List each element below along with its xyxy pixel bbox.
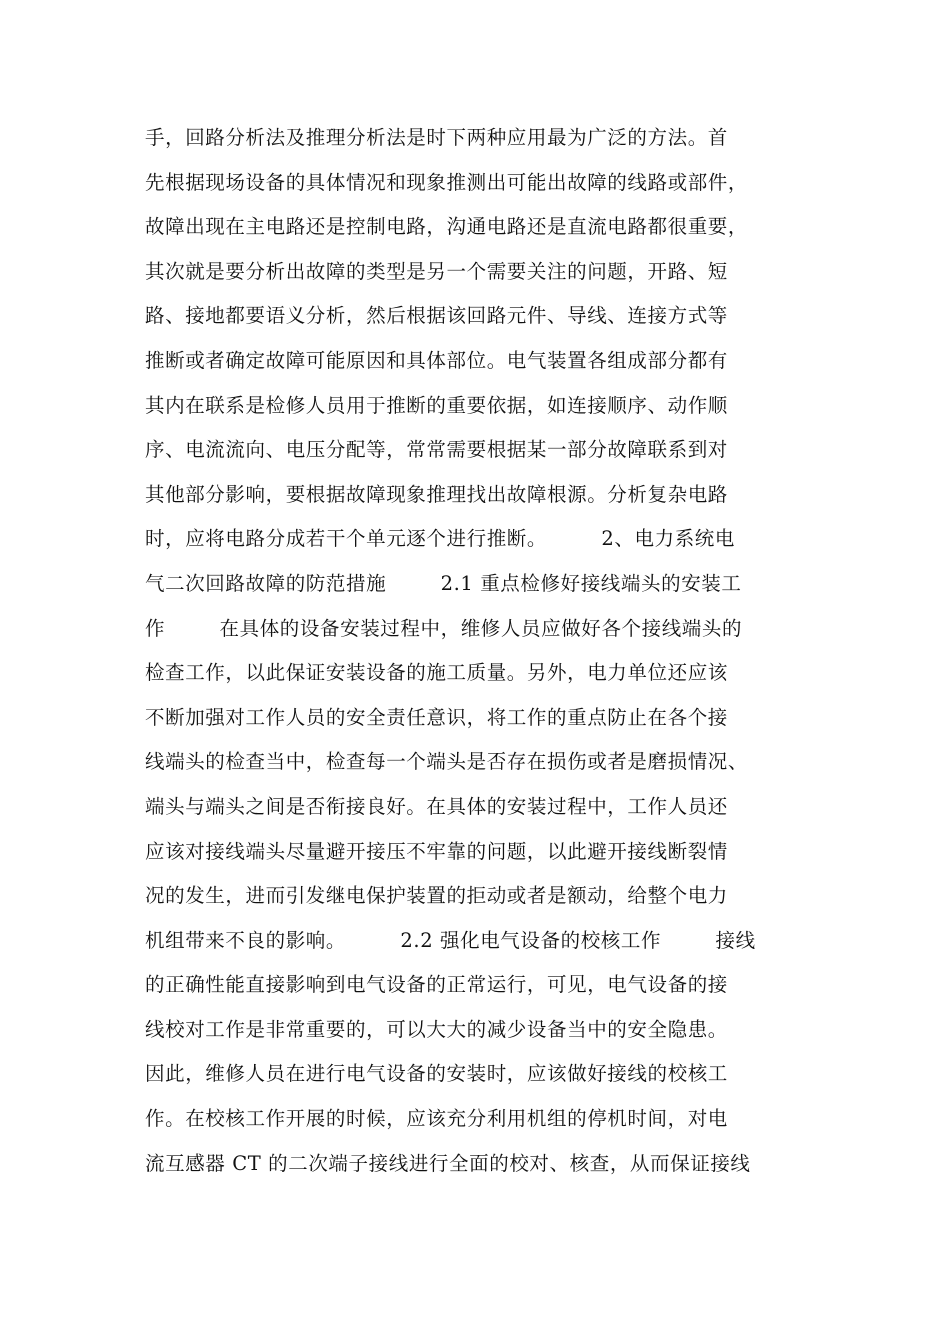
text-line: 线校对工作是非常重要的，可以大大的减少设备当中的安全隐患。	[145, 1017, 728, 1041]
text-line: 因此，维修人员在进行电气设备的安装时，应该做好接线的校核工	[145, 1062, 728, 1086]
text-line: 端头与端头之间是否衔接良好。在具体的安装过程中，工作人员还	[145, 794, 728, 818]
text-line: 况的发生，进而引发继电保护装置的拒动或者是额动，给整个电力	[145, 884, 728, 908]
text-line: 路、接地都要语义分析，然后根据该回路元件、导线、连接方式等	[145, 304, 728, 328]
text-line: 应该对接线端头尽量避开接压不牢靠的问题，以此避开接线断裂情	[145, 839, 728, 863]
text-line: 推断或者确定故障可能原因和具体部位。电气装置各组成部分都有	[145, 348, 728, 372]
text-line: 线端头的检查当中，检查每一个端头是否存在损伤或者是磨损情况、	[145, 750, 749, 774]
text-line: 手，回路分析法及推理分析法是时下两种应用最为广泛的方法。首	[145, 126, 728, 149]
text-line: 其他部分影响，要根据故障现象推理找出故障根源。分析复杂电路	[145, 482, 728, 506]
text-line: 不断加强对工作人员的安全责任意识，将工作的重点防止在各个接	[145, 705, 728, 729]
text-line: 先根据现场设备的具体情况和现象推测出可能出故障的线路或部件，	[145, 170, 749, 194]
text-line: 机组带来不良的影响。 2.2 强化电气设备的校核工作 接线	[145, 928, 756, 952]
text-line: 序、电流流向、电压分配等，常常需要根据某一部分故障联系到对	[145, 438, 728, 462]
text-line: 故障出现在主电路还是控制电路，沟通电路还是直流电路都很重要，	[145, 215, 749, 239]
text-line: 其次就是要分析出故障的类型是另一个需要关注的问题，开路、短	[145, 259, 728, 283]
text-line: 时，应将电路分成若干个单元逐个进行推断。 2、电力系统电	[145, 527, 735, 551]
body-text	[145, 116, 825, 1186]
text-line: 检查工作，以此保证安装设备的施工质量。另外，电力单位还应该	[145, 661, 728, 685]
text-line: 气二次回路故障的防范措施 2.1 重点检修好接线端头的安装工	[145, 571, 742, 595]
text-line: 作。在校核工作开展的时候，应该充分利用机组的停机时间，对电	[145, 1107, 728, 1131]
text-line: 流互感器 CT 的二次端子接线进行全面的校对、核查，从而保证接线	[145, 1151, 751, 1175]
text-line: 其内在联系是检修人员用于推断的重要依据，如连接顺序、动作顺	[145, 393, 728, 417]
text-line: 的正确性能直接影响到电气设备的正常运行，可见，电气设备的接	[145, 973, 728, 997]
text-line: 作 在具体的设备安装过程中，维修人员应做好各个接线端头的	[145, 616, 743, 640]
